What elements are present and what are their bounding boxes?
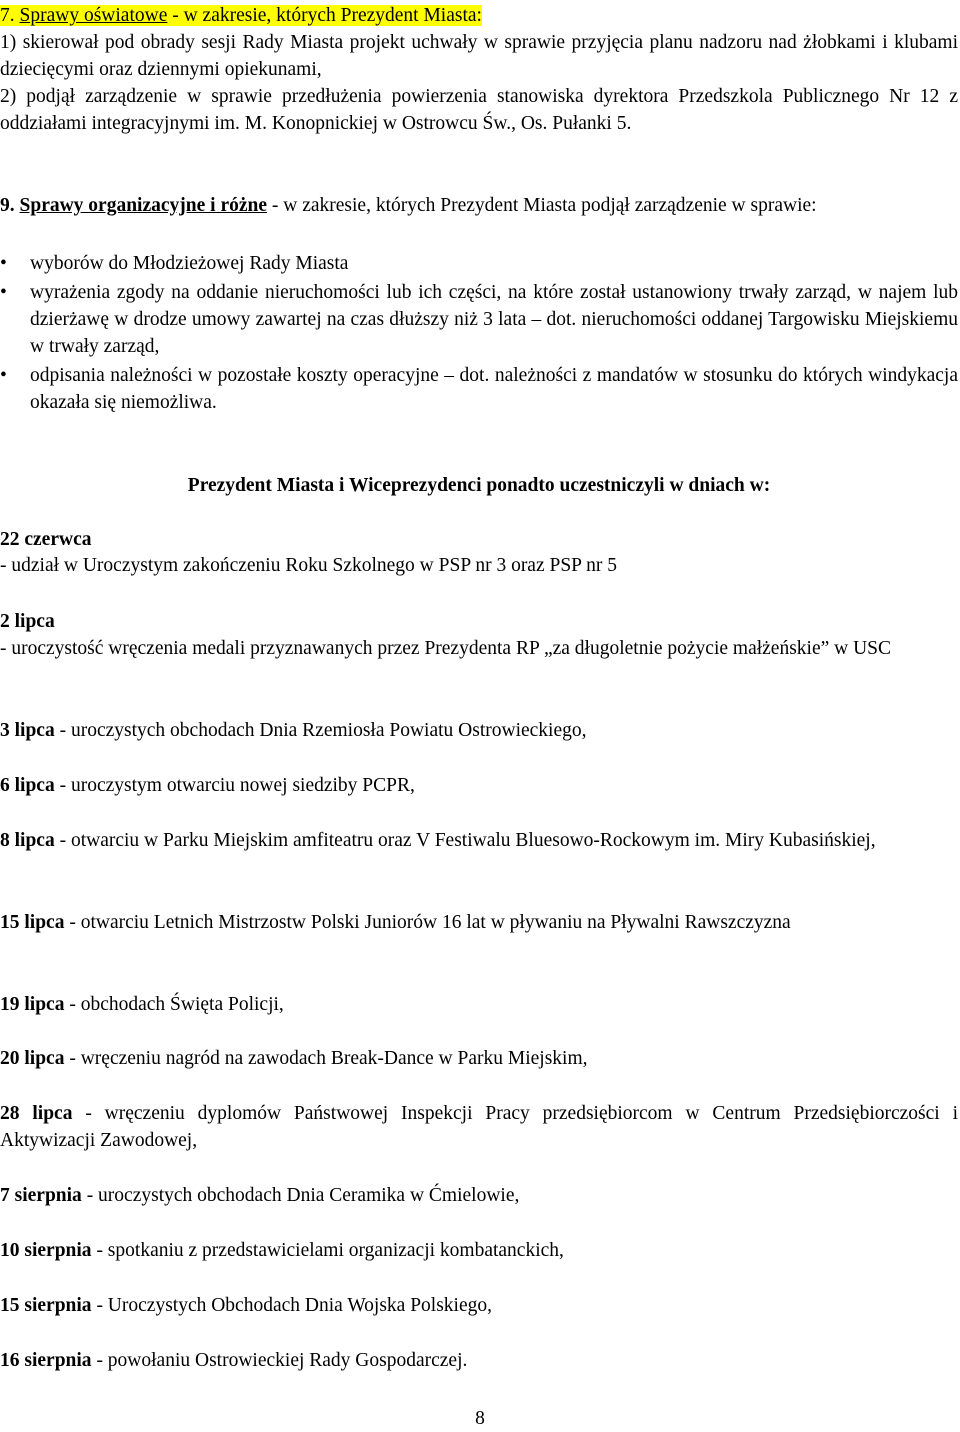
event-item	[0, 991, 958, 1018]
event-item	[0, 1237, 958, 1264]
bullet-text: wyborów do Młodzieżowej Rady Miasta	[30, 253, 349, 274]
event-date: 16 sierpnia	[0, 1350, 92, 1371]
bullet-icon: •	[0, 253, 7, 274]
event-text: - uroczystych obchodach Dnia Rzemiosła Powiatu Ostrowieckiego,	[54, 720, 587, 741]
bullet-item	[0, 279, 958, 360]
section-9-number: 9.	[0, 195, 15, 216]
event-text: - uroczystych obchodach Dnia Ceramika w Ćmielowie,	[81, 1185, 520, 1206]
event-text: - udział w Uroczystym zakończeniu Roku Szkolnego w PSP nr 3 oraz PSP nr 5	[0, 555, 618, 576]
event-text: - uroczystym otwarciu nowej siedziby PCPR,	[54, 775, 415, 796]
section-9-title: Sprawy organizacyjne i różne	[19, 195, 268, 216]
event-text: - wręczeniu nagród na zawodach Break-Dance w Parku Miejskim,	[64, 1048, 588, 1069]
event-item	[0, 827, 958, 854]
event-date: 8 lipca	[0, 830, 55, 851]
event-date: 7 sierpnia	[0, 1185, 82, 1206]
event-text: - wręczeniu dyplomów Państwowej Inspekcji Pracy przedsiębiorcom w Centrum Przedsiębiorczości i Aktywizacji Zawodowej,	[0, 1103, 958, 1151]
section-7-title: Sprawy oświatowe	[19, 5, 168, 26]
events-heading: Prezydent Miasta i Wiceprezydenci ponadto uczestniczyli w dniach w:	[187, 475, 771, 496]
event-text: - spotkaniu z przedstawicielami organizacji kombatanckich,	[91, 1240, 564, 1261]
event-text: - uroczystość wręczenia medali przyznawanych przez Prezydenta RP „za długoletnie pożycie małżeńskie” w USC	[0, 638, 892, 659]
event-item	[0, 1182, 958, 1209]
page-number: 8	[475, 1408, 485, 1429]
section-7-header	[0, 2, 958, 29]
event-item	[0, 1347, 958, 1374]
event-item	[0, 909, 958, 936]
event-text: - powołaniu Ostrowieckiej Rady Gospodarczej.	[91, 1350, 468, 1371]
event-date: 2 lipca	[0, 611, 55, 632]
bullet-text: odpisania należności w pozostałe koszty operacyjne – dot. należności z mandatów w stosunku do których windykacja okazała się niemożliwa.	[30, 365, 958, 413]
section-7-item-1: 1) skierował pod obrady sesji Rady Miasta projekt uchwały w sprawie przyjęcia planu nadzoru nad żłobkami i klubami dziecięcymi oraz dziennymi opiekunami,	[0, 32, 958, 80]
section-7-lead: - w zakresie, których Prezydent Miasta:	[167, 5, 482, 26]
section-7-item-2: 2) podjął zarządzenie w sprawie przedłużenia powierzenia stanowiska dyrektora Przedszkola Publicznego Nr 12 z oddziałami integracyjnymi im. M. Konopnickiej w Ostrowcu Św., Os. Pułanki 5.	[0, 86, 958, 134]
bullet-item	[0, 250, 958, 277]
event-date: 10 sierpnia	[0, 1240, 92, 1261]
section-7-number: 7.	[0, 5, 15, 26]
event-date: 3 lipca	[0, 720, 55, 741]
event-item	[0, 1292, 958, 1319]
event-item	[0, 1100, 958, 1154]
event-date: 22 czerwca	[0, 529, 92, 550]
event-date: 28 lipca	[0, 1103, 73, 1124]
event-text: - otwarciu w Parku Miejskim amfiteatru oraz V Festiwalu Bluesowo-Rockowym im. Miry Kubasińskiej,	[54, 830, 876, 851]
event-item	[0, 772, 958, 799]
section-9-lead: - w zakresie, których Prezydent Miasta podjął zarządzenie w sprawie:	[267, 195, 817, 216]
event-date: 15 lipca	[0, 912, 65, 933]
section-7-highlight	[0, 5, 482, 26]
bullet-icon: •	[0, 365, 7, 386]
event-date: 15 sierpnia	[0, 1295, 92, 1316]
event-item	[0, 717, 958, 744]
bullet-text: wyrażenia zgody na oddanie nieruchomości lub ich części, na które został ustanowiony trwały zarząd, w najem lub dzierżawę w drodze umowy zawartej na czas dłuższy niż 3 lata – dot. nieruchomości oddanej Targowisku Miejskiemu w trwały zarząd,	[30, 282, 958, 357]
event-date: 19 lipca	[0, 994, 65, 1015]
event-date: 6 lipca	[0, 775, 55, 796]
event-date: 20 lipca	[0, 1048, 65, 1069]
event-text: - Uroczystych Obchodach Dnia Wojska Polskiego,	[91, 1295, 493, 1316]
event-text: - obchodach Święta Policji,	[64, 994, 284, 1015]
section-9-header	[0, 192, 958, 219]
event-item	[0, 1045, 958, 1072]
event-text: - otwarciu Letnich Mistrzostw Polski Juniorów 16 lat w pływaniu na Pływalni Rawszczyzna	[64, 912, 791, 933]
bullet-item	[0, 362, 958, 416]
bullet-icon: •	[0, 282, 7, 303]
